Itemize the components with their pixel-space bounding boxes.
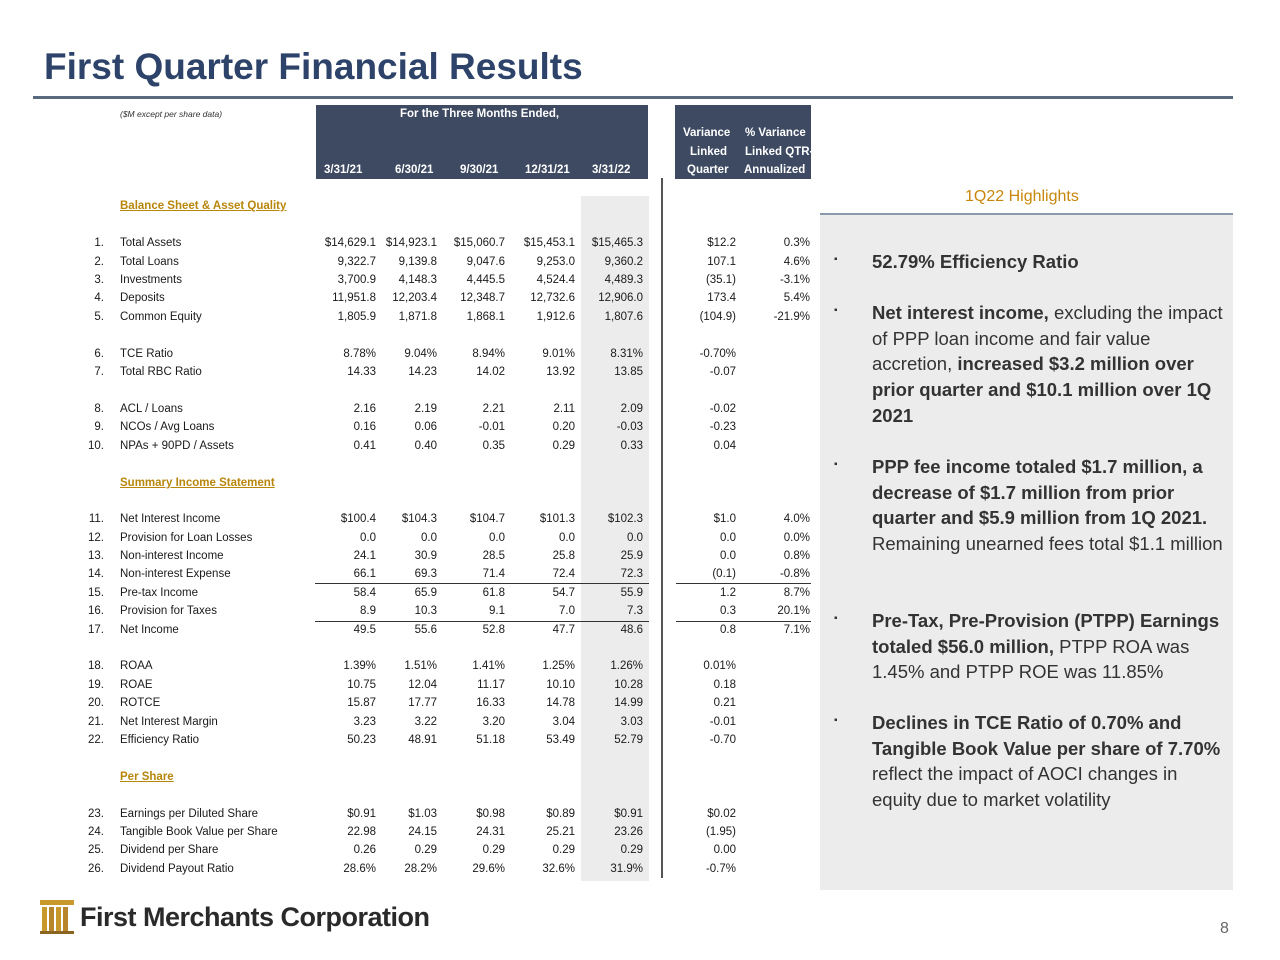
cell-value: 24.1	[353, 550, 376, 562]
bullet-marker: ▪	[834, 715, 838, 726]
pct-variance-header-3: Annualized	[744, 164, 806, 176]
cell-value: 8.31%	[610, 348, 643, 360]
cell-variance: 0.18	[713, 679, 736, 691]
row-label: NPAs + 90PD / Assets	[120, 440, 234, 452]
highlight-text: Remaining unearned fees total $1.1 million	[872, 533, 1223, 555]
cell-variance: -0.07	[709, 366, 736, 378]
date-header-3: 12/31/21	[525, 164, 570, 176]
cell-value: 15.87	[347, 697, 376, 709]
cell-value: 10.3	[414, 605, 437, 617]
cell-value: 48.91	[408, 734, 437, 746]
row-number: 3.	[94, 274, 104, 286]
cell-value: 2.11	[553, 403, 575, 415]
highlights-rule	[820, 213, 1233, 215]
row-label: Provision for Loan Losses	[120, 532, 253, 544]
row-label: Total RBC Ratio	[120, 366, 202, 378]
row-label: Net Interest Income	[120, 513, 221, 525]
cell-value: 0.33	[620, 440, 643, 452]
cell-variance: 107.1	[707, 256, 736, 268]
cell-value: 0.35	[482, 440, 505, 452]
cell-value: 1.41%	[472, 660, 505, 672]
cell-value: 0.29	[482, 844, 505, 856]
row-number: 8.	[94, 403, 104, 415]
row-label: Tangible Book Value per Share	[120, 826, 278, 838]
cell-value: $15,060.7	[453, 237, 505, 249]
cell-value: 1.51%	[404, 660, 437, 672]
cell-pct-variance: 8.7%	[783, 587, 810, 599]
highlight-bold-text: 52.79% Efficiency Ratio	[872, 251, 1079, 272]
subtotal-rule-1	[315, 583, 649, 584]
row-label: ROAA	[120, 660, 153, 672]
cell-value: 49.5	[353, 624, 376, 636]
cell-value: 12,732.6	[530, 292, 575, 304]
cell-variance: -0.70%	[699, 348, 736, 360]
row-label: ROAE	[120, 679, 153, 691]
cell-value: 12,906.0	[598, 292, 643, 304]
cell-value: 61.8	[482, 587, 505, 599]
cell-value: 13.92	[546, 366, 575, 378]
cell-variance: 0.8	[720, 624, 736, 636]
row-number: 2.	[94, 256, 104, 268]
row-label: Earnings per Diluted Share	[120, 808, 259, 820]
cell-value: 7.0	[559, 605, 575, 617]
cell-pct-variance: 4.0%	[783, 513, 810, 525]
cell-value: $14,923.1	[385, 237, 437, 249]
cell-pct-variance: -3.1%	[779, 274, 810, 286]
cell-value: 17.77	[408, 697, 437, 709]
cell-value: 3.20	[482, 716, 505, 728]
cell-value: 12,348.7	[460, 292, 505, 304]
cell-value: 2.21	[482, 403, 505, 415]
highlight-text: excluding the impact of PPP loan income and fair value accretion,	[872, 302, 1223, 375]
row-number: 7.	[94, 366, 104, 378]
row-number: 9.	[94, 421, 104, 433]
highlight-item	[872, 710, 1224, 813]
row-label: Pre-tax Income	[120, 587, 198, 599]
cell-value: 55.9	[620, 587, 643, 599]
cell-value: 3.03	[620, 716, 643, 728]
cell-value: $104.7	[469, 513, 505, 525]
cell-value: 9.01%	[542, 348, 575, 360]
cell-value: 28.6%	[343, 863, 376, 875]
cell-pct-variance: -0.8%	[779, 568, 810, 580]
bullet-marker: ▪	[834, 254, 838, 265]
variance-header-2: Linked	[690, 146, 728, 158]
row-label: Dividend Payout Ratio	[120, 863, 234, 875]
cell-value: 28.2%	[404, 863, 437, 875]
cell-value: $102.3	[607, 513, 643, 525]
row-label: ROTCE	[120, 697, 161, 709]
row-label: Non-interest Income	[120, 550, 224, 562]
section-balance-sheet: Balance Sheet & Asset Quality	[120, 200, 287, 212]
cell-value: $0.89	[546, 808, 575, 820]
subtotal-rule-2-var	[676, 621, 811, 622]
cell-variance: 0.21	[713, 697, 736, 709]
cell-value: 8.9	[360, 605, 376, 617]
cell-value: 1.25%	[542, 660, 575, 672]
cell-pct-variance: 5.4%	[783, 292, 810, 304]
cell-value: $101.3	[539, 513, 575, 525]
cell-value: 0.20	[552, 421, 575, 433]
cell-variance: 1.2	[720, 587, 736, 599]
cell-value: 3.22	[414, 716, 437, 728]
cell-value: $104.3	[401, 513, 437, 525]
cell-value: 12,203.4	[392, 292, 437, 304]
cell-pct-variance: 0.0%	[783, 532, 810, 544]
row-number: 19.	[88, 679, 104, 691]
cell-variance: 0.0	[720, 550, 736, 562]
cell-value: 72.4	[552, 568, 575, 580]
date-header-2: 9/30/21	[460, 164, 499, 176]
cell-value: 0.29	[552, 440, 575, 452]
row-label: Provision for Taxes	[120, 605, 217, 617]
row-label: Common Equity	[120, 311, 202, 323]
cell-value: 0.29	[552, 844, 575, 856]
row-number: 21.	[88, 716, 104, 728]
row-label: NCOs / Avg Loans	[120, 421, 215, 433]
cell-value: 50.23	[347, 734, 376, 746]
cell-value: 14.99	[614, 697, 643, 709]
highlight-item	[872, 454, 1224, 557]
row-number: 23.	[88, 808, 104, 820]
cell-value: 2.09	[620, 403, 643, 415]
cell-value: 1.39%	[343, 660, 376, 672]
cell-value: 9.1	[489, 605, 505, 617]
cell-value: 24.31	[476, 826, 505, 838]
cell-value: 4,148.3	[398, 274, 437, 286]
cell-value: 22.98	[347, 826, 376, 838]
cell-value: -0.01	[478, 421, 505, 433]
cell-variance: (35.1)	[705, 274, 736, 286]
cell-value: $15,465.3	[591, 237, 643, 249]
cell-value: 28.5	[482, 550, 505, 562]
cell-pct-variance: -21.9%	[773, 311, 810, 323]
cell-value: 53.49	[546, 734, 575, 746]
cell-value: 9,253.0	[536, 256, 575, 268]
cell-value: 1,912.6	[536, 311, 575, 323]
cell-value: $100.4	[340, 513, 376, 525]
page-number: 8	[1220, 920, 1229, 937]
cell-variance: -0.7%	[705, 863, 736, 875]
highlight-bold-text: Pre-Tax, Pre-Provision (PTPP) Earnings totaled $56.0 million,	[872, 610, 1220, 657]
cell-value: 69.3	[414, 568, 437, 580]
highlights-title: 1Q22 Highlights	[965, 188, 1079, 205]
row-number: 24.	[88, 826, 104, 838]
cell-variance: 173.4	[707, 292, 736, 304]
cell-value: 2.19	[414, 403, 437, 415]
cell-value: 9,322.7	[337, 256, 376, 268]
cell-value: 11.17	[477, 679, 505, 691]
row-number: 26.	[88, 863, 104, 875]
cell-variance: 0.01%	[703, 660, 736, 672]
highlight-item	[872, 249, 1224, 275]
cell-value: 65.9	[414, 587, 437, 599]
cell-value: 30.9	[414, 550, 437, 562]
highlight-item	[872, 608, 1224, 685]
cell-value: 24.15	[408, 826, 437, 838]
pct-variance-header-2: Linked QTR-	[745, 146, 814, 158]
row-label: Dividend per Share	[120, 844, 219, 856]
row-number: 6.	[94, 348, 104, 360]
cell-value: 1.26%	[610, 660, 643, 672]
row-label: Investments	[120, 274, 182, 286]
period-header: For the Three Months Ended,	[400, 108, 560, 120]
cell-variance: 0.04	[713, 440, 736, 452]
cell-value: 4,524.4	[536, 274, 575, 286]
cell-value: 16.33	[476, 697, 505, 709]
cell-value: 4,445.5	[466, 274, 505, 286]
company-name: First Merchants Corporation	[80, 902, 430, 932]
cell-value: 0.41	[353, 440, 376, 452]
cell-value: 14.23	[408, 366, 437, 378]
cell-value: 25.8	[552, 550, 575, 562]
cell-value: 0.29	[414, 844, 437, 856]
row-number: 12.	[88, 532, 104, 544]
cell-value: 0.0	[421, 532, 437, 544]
row-number: 15.	[88, 587, 104, 599]
date-header-0: 3/31/21	[324, 164, 363, 176]
cell-value: $0.91	[614, 808, 643, 820]
highlight-bold-text: PPP fee income totaled $1.7 million, a decrease of $1.7 million from prior quarter and $5.9 million from 1Q 2021.	[872, 456, 1208, 529]
cell-value: 9,047.6	[466, 256, 505, 268]
units-note: ($M except per share data)	[120, 109, 223, 119]
cell-value: 13.85	[614, 366, 643, 378]
cell-value: 0.06	[414, 421, 437, 433]
cell-value: 52.8	[482, 624, 505, 636]
cell-value: $1.03	[408, 808, 437, 820]
variance-header-3: Quarter	[687, 164, 729, 176]
highlight-text: reflect the impact of AOCI changes in equity due to market volatility	[872, 763, 1178, 811]
cell-value: 8.78%	[343, 348, 376, 360]
cell-value: 3.23	[353, 716, 376, 728]
cell-variance: 0.0	[720, 532, 736, 544]
page-title: First Quarter Financial Results	[44, 46, 583, 87]
highlight-bold-text: Declines in TCE Ratio of 0.70% and Tangible Book Value per share of 7.70%	[872, 712, 1221, 759]
cell-value: $0.98	[476, 808, 505, 820]
cell-value: 14.78	[546, 697, 575, 709]
cell-value: 71.4	[482, 568, 505, 580]
cell-variance: (104.9)	[699, 311, 736, 323]
variance-header-1: Variance	[683, 127, 731, 139]
cell-value: 72.3	[620, 568, 643, 580]
row-number: 11.	[88, 513, 104, 525]
row-number: 13.	[88, 550, 104, 562]
cell-pct-variance: 0.3%	[783, 237, 810, 249]
cell-value: 1,868.1	[466, 311, 505, 323]
row-label: Net Income	[120, 624, 179, 636]
cell-value: 29.6%	[472, 863, 505, 875]
cell-value: -0.03	[616, 421, 643, 433]
row-label: ACL / Loans	[120, 403, 183, 415]
row-label: Total Loans	[120, 256, 179, 268]
date-header-1: 6/30/21	[395, 164, 434, 176]
pct-variance-header-1: % Variance	[745, 127, 806, 139]
bullet-marker: ▪	[834, 613, 838, 624]
row-label: TCE Ratio	[120, 348, 174, 360]
cell-pct-variance: 20.1%	[777, 605, 810, 617]
cell-value: 1,805.9	[337, 311, 376, 323]
cell-value: 10.75	[347, 679, 376, 691]
row-number: 10.	[88, 440, 104, 452]
cell-variance: (0.1)	[712, 568, 736, 580]
title-divider	[33, 96, 1233, 99]
row-number: 4.	[94, 292, 104, 304]
section-income-statement: Summary Income Statement	[120, 477, 275, 489]
cell-variance: -0.70	[709, 734, 736, 746]
cell-value: 0.0	[559, 532, 575, 544]
cell-value: 14.02	[476, 366, 505, 378]
cell-pct-variance: 4.6%	[783, 256, 810, 268]
cell-value: 31.9%	[610, 863, 643, 875]
cell-value: 0.26	[353, 844, 376, 856]
row-number: 18.	[88, 660, 104, 672]
cell-value: $0.91	[347, 808, 376, 820]
row-label: Deposits	[120, 292, 165, 304]
cell-pct-variance: 0.8%	[783, 550, 810, 562]
subtotal-rule-1-var	[676, 583, 811, 584]
cell-value: 2.16	[353, 403, 376, 415]
cell-value: 14.33	[347, 366, 376, 378]
building-icon	[38, 896, 76, 941]
cell-value: 12.04	[408, 679, 437, 691]
bullet-marker: ▪	[834, 459, 838, 470]
cell-value: 8.94%	[472, 348, 505, 360]
cell-variance: $0.02	[707, 808, 736, 820]
highlight-text: PTPP ROA was 1.45% and PTPP ROE was 11.85%	[872, 635, 1190, 683]
cell-variance: -0.01	[709, 716, 736, 728]
cell-variance: 0.3	[720, 605, 736, 617]
row-number: 14.	[88, 568, 104, 580]
row-label: Efficiency Ratio	[120, 734, 200, 746]
row-label: Non-interest Expense	[120, 568, 231, 580]
cell-value: 25.9	[620, 550, 643, 562]
row-number: 22.	[88, 734, 104, 746]
cell-variance: 0.00	[713, 844, 736, 856]
cell-value: 32.6%	[542, 863, 575, 875]
cell-value: 58.4	[353, 587, 376, 599]
cell-value: $14,629.1	[324, 237, 376, 249]
highlight-bold-text: Net interest income,	[872, 302, 1049, 323]
cell-value: 47.7	[552, 624, 575, 636]
cell-value: 3.04	[552, 716, 575, 728]
cell-value: 10.10	[546, 679, 575, 691]
cell-value: $15,453.1	[523, 237, 575, 249]
row-number: 16.	[88, 605, 104, 617]
row-number: 20.	[88, 697, 104, 709]
cell-value: 1,807.6	[604, 311, 643, 323]
cell-value: 0.0	[489, 532, 505, 544]
cell-value: 7.3	[627, 605, 643, 617]
cell-value: 1,871.8	[398, 311, 437, 323]
row-number: 17.	[88, 624, 104, 636]
cell-value: 0.16	[353, 421, 376, 433]
highlight-bold-text: increased $3.2 million over prior quarter and $10.1 million over 1Q 2021	[872, 353, 1212, 426]
cell-pct-variance: 7.1%	[783, 624, 810, 636]
cell-value: 66.1	[353, 568, 376, 580]
bullet-marker: ▪	[834, 305, 838, 316]
cell-value: 54.7	[552, 587, 575, 599]
cell-value: 0.0	[627, 532, 643, 544]
cell-value: 0.0	[360, 532, 376, 544]
row-number: 25.	[88, 844, 104, 856]
cell-variance: $1.0	[713, 513, 736, 525]
subtotal-rule-2	[315, 621, 649, 622]
section-per-share: Per Share	[120, 771, 174, 783]
cell-value: 0.29	[620, 844, 643, 856]
cell-value: 52.79	[614, 734, 643, 746]
row-label: Net Interest Margin	[120, 716, 218, 728]
row-label: Total Assets	[120, 237, 182, 249]
row-number: 1.	[94, 237, 104, 249]
cell-variance: -0.02	[709, 403, 736, 415]
cell-value: 9.04%	[404, 348, 437, 360]
date-header-4: 3/31/22	[592, 164, 631, 176]
cell-value: 9,139.8	[398, 256, 437, 268]
cell-value: 0.40	[414, 440, 437, 452]
cell-variance: $12.2	[707, 237, 736, 249]
cell-value: 55.6	[414, 624, 437, 636]
cell-value: 4,489.3	[604, 274, 643, 286]
cell-variance: -0.23	[709, 421, 736, 433]
cell-value: 25.21	[546, 826, 575, 838]
row-number: 5.	[94, 311, 104, 323]
cell-variance: (1.95)	[705, 826, 736, 838]
cell-value: 48.6	[620, 624, 643, 636]
cell-value: 3,700.9	[337, 274, 376, 286]
cell-value: 51.18	[476, 734, 505, 746]
cell-value: 23.26	[614, 826, 643, 838]
cell-value: 9,360.2	[604, 256, 643, 268]
highlight-item	[872, 300, 1224, 429]
cell-value: 11,951.8	[332, 292, 376, 304]
cell-value: 10.28	[614, 679, 643, 691]
